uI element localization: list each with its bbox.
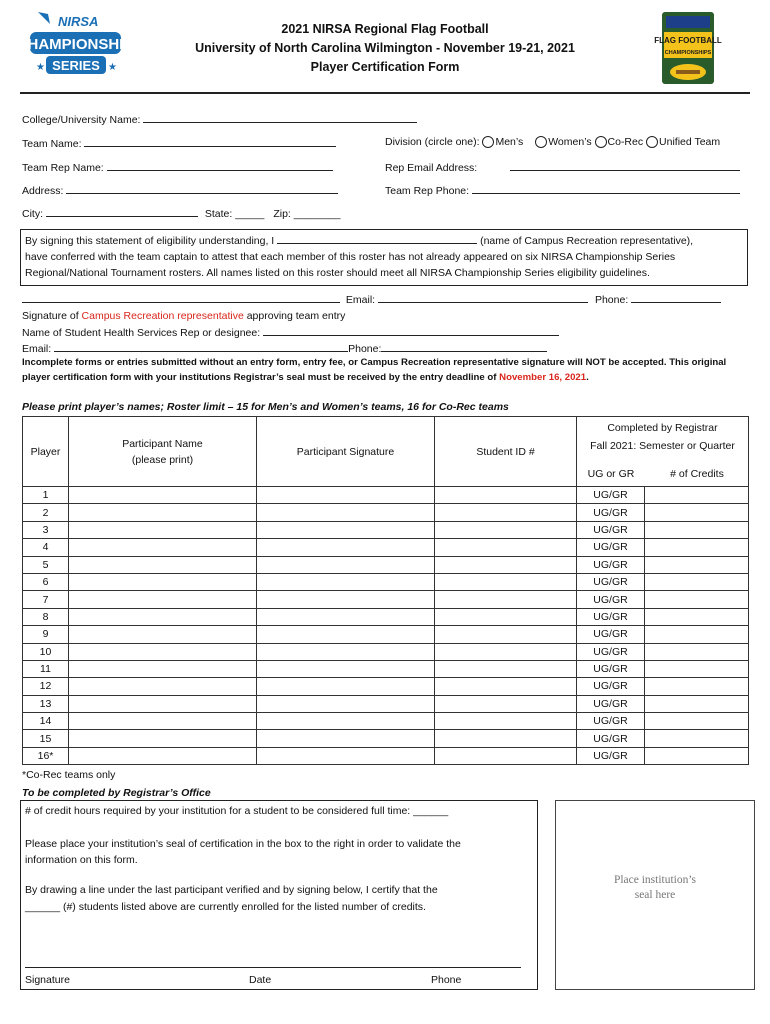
player-number: 3	[23, 521, 69, 538]
student-id-cell[interactable]	[435, 608, 577, 625]
player-number: 4	[23, 539, 69, 556]
right-logo-line1: FLAG FOOTBALL	[654, 36, 722, 45]
rep-signature-line[interactable]	[22, 292, 340, 303]
participant-name-cell[interactable]	[69, 539, 257, 556]
participant-name-cell[interactable]	[69, 643, 257, 660]
team-rep-phone-field[interactable]	[385, 183, 740, 198]
address-line[interactable]	[66, 183, 338, 194]
notice-line-1: Incomplete forms or entries submitted without an entry form, entry fee, or Campus Recreation representative signature will NOT be accepted. This original	[22, 357, 727, 368]
rep-phone2-line[interactable]	[631, 292, 721, 303]
table-row	[23, 660, 749, 677]
health-rep-label: Name of Student Health Services Rep or designee:	[22, 327, 261, 339]
table-row	[23, 695, 749, 712]
division-label: Division (circle one):	[385, 136, 480, 148]
form-title	[0, 20, 770, 77]
col-participant-name	[69, 417, 257, 487]
right-logo-line2: CHAMPIONSHIPS	[664, 50, 712, 56]
ug-gr-cell[interactable]: UG/GR	[577, 556, 645, 573]
sig-caption-a: Signature of	[22, 310, 79, 322]
participant-name-cell[interactable]	[69, 521, 257, 538]
seal-line-1: Place institution’s	[613, 874, 697, 886]
seal-box[interactable]	[555, 800, 755, 990]
registrar-date-label: Date	[249, 974, 272, 986]
rep-email-line[interactable]	[510, 160, 740, 171]
participant-signature-cell[interactable]	[257, 539, 435, 556]
student-id-cell[interactable]	[435, 695, 577, 712]
zip-label[interactable]: Zip: ________	[273, 208, 341, 220]
college-line[interactable]	[143, 112, 417, 123]
team-rep-name-line[interactable]	[107, 160, 333, 171]
credits-cell[interactable]	[645, 660, 749, 677]
credits-cell[interactable]	[645, 487, 749, 504]
participant-signature-cell[interactable]	[257, 521, 435, 538]
participant-signature-cell[interactable]	[257, 695, 435, 712]
credits-cell[interactable]	[645, 504, 749, 521]
table-row	[23, 643, 749, 660]
participant-name-cell[interactable]	[69, 608, 257, 625]
participant-signature-cell[interactable]	[257, 678, 435, 695]
rep-email2-line[interactable]	[378, 292, 588, 303]
student-id-cell[interactable]	[435, 660, 577, 677]
table-row	[23, 730, 749, 747]
col-credits: # of Credits	[670, 468, 724, 480]
student-id-cell[interactable]	[435, 747, 577, 764]
credits-cell[interactable]	[645, 608, 749, 625]
cert-text-1a: By signing this statement of eligibility understanding, I	[25, 235, 275, 247]
team-name-field[interactable]	[22, 136, 336, 151]
table-row	[23, 521, 749, 538]
col-registrar-line-2: Fall 2021: Semester or Quarter	[590, 440, 735, 452]
student-id-cell[interactable]	[435, 504, 577, 521]
player-number: 1	[23, 487, 69, 504]
ug-gr-cell[interactable]: UG/GR	[577, 504, 645, 521]
health-email-label: Email:	[22, 343, 52, 355]
participant-signature-cell[interactable]	[257, 556, 435, 573]
credits-cell[interactable]	[645, 643, 749, 660]
health-contact-field[interactable]	[22, 341, 547, 356]
team-rep-phone-label: Team Rep Phone:	[385, 185, 470, 197]
table-row	[23, 539, 749, 556]
participant-name-cell[interactable]	[69, 504, 257, 521]
ug-gr-cell[interactable]: UG/GR	[577, 730, 645, 747]
college-field[interactable]	[22, 112, 417, 127]
table-row	[23, 504, 749, 521]
rep-email2-label: Email:	[345, 294, 376, 306]
participant-signature-cell[interactable]	[257, 487, 435, 504]
ug-gr-cell[interactable]: UG/GR	[577, 678, 645, 695]
mens-radio[interactable]	[482, 136, 494, 148]
participant-name-cell[interactable]	[69, 573, 257, 590]
seal-instruction-2: information on this form.	[25, 854, 138, 866]
player-number: 2	[23, 504, 69, 521]
student-id-cell[interactable]	[435, 556, 577, 573]
address-label: Address:	[22, 185, 64, 197]
cert-text-1b: (name of Campus Recreation representative),	[480, 235, 694, 247]
credit-hours-question[interactable]: # of credit hours required by your institution for a student to be considered full time: ______	[25, 805, 449, 817]
participant-name-cell[interactable]	[69, 695, 257, 712]
rep-signature-row[interactable]	[22, 292, 721, 307]
roster-header-row	[23, 417, 749, 487]
student-id-cell[interactable]	[435, 487, 577, 504]
col-name-line-2: (please print)	[131, 453, 194, 466]
participant-signature-cell[interactable]	[257, 713, 435, 730]
participant-name-cell[interactable]	[69, 487, 257, 504]
table-row	[23, 626, 749, 643]
participant-signature-cell[interactable]	[257, 591, 435, 608]
participant-signature-cell[interactable]	[257, 660, 435, 677]
table-row	[23, 591, 749, 608]
corec-footnote: *Co-Rec teams only	[22, 769, 116, 781]
table-row	[23, 747, 749, 764]
ug-gr-cell[interactable]: UG/GR	[577, 591, 645, 608]
corec-option: Co-Rec	[607, 136, 644, 148]
cert-text-3: Regional/National Tournament rosters. All names listed on this roster should meet all NIRSA Championship Series eligibility guidelines.	[25, 267, 650, 279]
participant-signature-cell[interactable]	[257, 626, 435, 643]
player-number: 14	[23, 713, 69, 730]
table-row	[23, 487, 749, 504]
ug-gr-cell[interactable]: UG/GR	[577, 573, 645, 590]
player-number: 10	[23, 643, 69, 660]
participant-signature-cell[interactable]	[257, 747, 435, 764]
city-state-zip-field[interactable]	[22, 206, 340, 221]
college-label: College/University Name:	[22, 114, 141, 126]
cert-rep-name-line[interactable]	[277, 233, 477, 244]
player-number: 15	[23, 730, 69, 747]
col-student-id: Student ID #	[435, 417, 577, 487]
team-name-line[interactable]	[84, 136, 336, 147]
col-registrar	[577, 417, 749, 487]
player-number: 5	[23, 556, 69, 573]
health-rep-field[interactable]	[22, 325, 559, 340]
title-line-2: University of North Carolina Wilmington - November 19-21, 2021	[195, 41, 575, 55]
womens-radio[interactable]	[535, 136, 547, 148]
credits-cell[interactable]	[645, 713, 749, 730]
credits-cell[interactable]	[645, 539, 749, 556]
ug-gr-cell[interactable]: UG/GR	[577, 487, 645, 504]
ug-gr-cell[interactable]: UG/GR	[577, 608, 645, 625]
student-id-cell[interactable]	[435, 591, 577, 608]
certify-text-1: By drawing a line under the last participant verified and by signing below, I certify that the	[25, 884, 438, 896]
credits-cell[interactable]	[645, 521, 749, 538]
cert-text-2: have conferred with the team captain to attest that each member of this roster has not already appeared on six NIRSA Championship Series	[25, 251, 676, 263]
participant-signature-cell[interactable]	[257, 608, 435, 625]
player-number: 11	[23, 660, 69, 677]
notice-line-2a: player certification form with your institutions Registrar’s seal must be received by the entry deadline of	[22, 372, 497, 383]
roster-table	[22, 416, 749, 765]
participant-name-cell[interactable]	[69, 713, 257, 730]
credits-cell[interactable]	[645, 626, 749, 643]
participant-name-cell[interactable]	[69, 591, 257, 608]
womens-option: Women’s	[548, 136, 592, 148]
header-divider	[20, 92, 750, 94]
student-id-cell[interactable]	[435, 626, 577, 643]
student-id-cell[interactable]	[435, 643, 577, 660]
table-row	[23, 573, 749, 590]
credits-cell[interactable]	[645, 730, 749, 747]
ug-gr-cell[interactable]: UG/GR	[577, 539, 645, 556]
health-rep-line[interactable]	[263, 325, 559, 336]
table-row	[23, 713, 749, 730]
notice-period: .	[586, 372, 589, 383]
corec-radio[interactable]	[595, 136, 607, 148]
roster-title: Please print player’s names; Roster limit – 15 for Men’s and Women’s teams, 16 for Co-Rec teams	[22, 401, 509, 413]
unified-option: Unified Team	[659, 136, 721, 148]
sig-caption-red: Campus Recreation representative	[81, 310, 244, 322]
player-number: 12	[23, 678, 69, 695]
health-phone-label: Phone:	[348, 343, 382, 355]
credits-cell[interactable]	[645, 695, 749, 712]
team-rep-name-field[interactable]	[22, 160, 333, 175]
credits-cell[interactable]	[645, 747, 749, 764]
registrar-signature-line[interactable]	[25, 967, 521, 968]
logo-top-text: NIRSA	[58, 14, 99, 29]
rep-email-field[interactable]	[385, 160, 740, 175]
svg-text:★: ★	[36, 62, 45, 73]
ug-gr-cell[interactable]: UG/GR	[577, 747, 645, 764]
player-number: 9	[23, 626, 69, 643]
credits-cell[interactable]	[645, 591, 749, 608]
deadline-notice	[22, 355, 752, 385]
col-player: Player	[23, 417, 69, 487]
student-id-cell[interactable]	[435, 713, 577, 730]
ug-gr-cell[interactable]: UG/GR	[577, 713, 645, 730]
player-number: 13	[23, 695, 69, 712]
svg-text:★: ★	[108, 62, 117, 73]
state-label[interactable]: State: _____	[204, 208, 265, 220]
unified-radio[interactable]	[646, 136, 658, 148]
player-number: 6	[23, 573, 69, 590]
participant-name-cell[interactable]	[69, 747, 257, 764]
credits-cell[interactable]	[645, 678, 749, 695]
ug-gr-cell[interactable]: UG/GR	[577, 660, 645, 677]
seal-instruction-1: Please place your institution’s seal of certification in the box to the right in order to validate the	[25, 838, 461, 850]
title-line-1: 2021 NIRSA Regional Flag Football	[281, 22, 489, 36]
participant-name-cell[interactable]	[69, 730, 257, 747]
table-row	[23, 678, 749, 695]
ug-gr-cell[interactable]: UG/GR	[577, 643, 645, 660]
team-rep-name-label: Team Rep Name:	[22, 162, 104, 174]
signature-caption	[22, 309, 345, 323]
division-field	[385, 135, 720, 149]
participant-name-cell[interactable]	[69, 626, 257, 643]
health-phone-line[interactable]	[381, 341, 547, 352]
participant-name-cell[interactable]	[69, 678, 257, 695]
table-row	[23, 556, 749, 573]
logo-line1-text: CHAMPIONSHIP	[16, 36, 134, 53]
rep-email-label: Rep Email Address:	[385, 162, 478, 174]
mens-option: Men’s	[495, 136, 524, 148]
registrar-heading: To be completed by Registrar’s Office	[22, 787, 211, 799]
team-rep-phone-line[interactable]	[472, 183, 740, 194]
participant-name-cell[interactable]	[69, 556, 257, 573]
city-line[interactable]	[46, 206, 198, 217]
table-row	[23, 608, 749, 625]
address-field[interactable]	[22, 183, 338, 198]
ug-gr-cell[interactable]: UG/GR	[577, 521, 645, 538]
student-id-cell[interactable]	[435, 539, 577, 556]
seal-placeholder	[556, 873, 754, 903]
participant-signature-cell[interactable]	[257, 573, 435, 590]
seal-line-2: seal here	[634, 889, 676, 901]
city-label: City:	[22, 208, 43, 220]
notice-deadline-date: November 16, 2021	[499, 372, 587, 383]
student-id-cell[interactable]	[435, 730, 577, 747]
certification-statement	[20, 229, 748, 286]
sig-caption-b: approving team entry	[246, 310, 346, 322]
registrar-signature-label: Signature	[25, 974, 70, 986]
col-participant-signature: Participant Signature	[257, 417, 435, 487]
participant-name-cell[interactable]	[69, 660, 257, 677]
student-id-cell[interactable]	[435, 573, 577, 590]
logo-line2-text: SERIES	[52, 58, 100, 73]
ug-gr-cell[interactable]: UG/GR	[577, 695, 645, 712]
credits-cell[interactable]	[645, 556, 749, 573]
title-line-3: Player Certification Form	[310, 60, 460, 74]
student-id-cell[interactable]	[435, 521, 577, 538]
health-email-line[interactable]	[54, 341, 348, 352]
ug-gr-cell[interactable]: UG/GR	[577, 626, 645, 643]
student-id-cell[interactable]	[435, 678, 577, 695]
participant-signature-cell[interactable]	[257, 504, 435, 521]
col-registrar-line-1: Completed by Registrar	[607, 422, 718, 434]
col-name-line-1: Participant Name	[122, 437, 203, 450]
registrar-phone-label: Phone	[431, 974, 462, 986]
rep-phone2-label: Phone:	[594, 294, 629, 306]
credits-cell[interactable]	[645, 573, 749, 590]
participant-signature-cell[interactable]	[257, 643, 435, 660]
participant-signature-cell[interactable]	[257, 730, 435, 747]
team-name-label: Team Name:	[22, 138, 82, 150]
certify-text-2[interactable]: ______ (#) students listed above are currently enrolled for the listed number of credits.	[25, 901, 426, 913]
registrar-box	[20, 800, 538, 990]
col-ug-gr: UG or GR	[587, 468, 635, 480]
player-number: 16*	[23, 747, 69, 764]
player-number: 8	[23, 608, 69, 625]
player-number: 7	[23, 591, 69, 608]
